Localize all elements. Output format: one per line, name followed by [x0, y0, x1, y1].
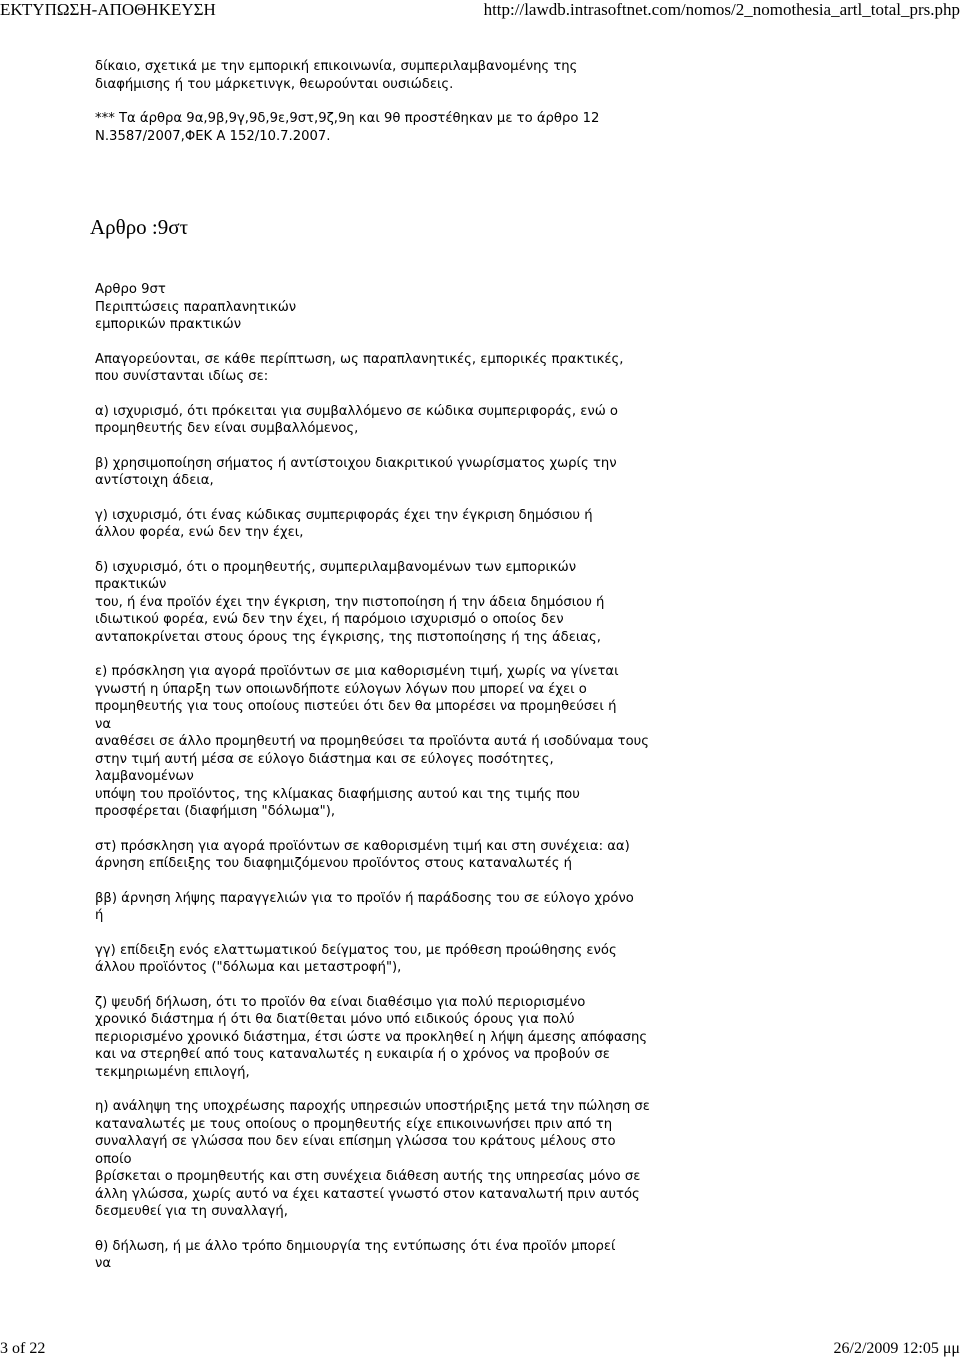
- print-datetime: 26/2/2009 12:05 μμ: [833, 1340, 960, 1357]
- article-item-st: στ) πρόσκληση για αγορά προϊόντων σε καθορισμένη τιμή και στη συνέχεια: αα) άρνηση επίδειξης του διαφημιζόμενου προϊόντος στους καταναλωτές ή: [95, 838, 630, 871]
- article-item-gg: γγ) επίδειξη ενός ελαττωματικού δείγματος του, με πρόθεση προώθησης ενός άλλου προϊόντος ("δόλωμα και μεταστροφή"),: [95, 942, 617, 975]
- article-item-d: δ) ισχυρισμό, ότι ο προμηθευτής, συμπεριλαμβανομένων των εμπορικών πρακτικών του, ή ένα προϊόν έχει την έγκριση, την πιστοποίηση ή την άδεια δημόσιου ή ιδιωτικού φορέα, ενώ δεν την έχει, ή παρόμοιο ισχυρισμό ο οποίος δεν ανταποκρίνεται στους όρους της έγκρισης, της πιστοποίησης ή της άδειας,: [95, 559, 605, 645]
- print-header-url: http://lawdb.intrasoftnet.com/nomos/2_nomothesia_artl_total_prs.php: [483, 0, 960, 19]
- page-counter: 3 of 22: [0, 1340, 46, 1357]
- article-item-z: ζ) ψευδή δήλωση, ότι το προϊόν θα είναι διαθέσιμο για πολύ περιορισμένο χρονικό διάστημα ή ότι θα διατίθεται μόνο υπό ειδικούς όρους για πολύ περιορισμένο χρονικό διάστημα, έτσι ώστε να προκληθεί η λήψη άμεσης απόφασης και να στερηθεί από τους καταναλωτές η ευκαιρία ή ο χρόνος να προβούν σε τεκμηριωμένη επιλογή,: [95, 994, 648, 1080]
- article-item-a: α) ισχυρισμό, ότι πρόκειται για συμβαλλόμενο σε κώδικα συμπεριφοράς, ενώ ο προμηθευτής δεν είναι συμβαλλόμενος,: [95, 403, 618, 436]
- intro-paragraph: δίκαιο, σχετικά με την εμπορική επικοινωνία, συμπεριλαμβανομένης της διαφήμισης ή του μάρκετινγκ, θεωρούνται ουσιώδεις.: [95, 59, 578, 92]
- article-item-i: η) ανάληψη της υποχρέωσης παροχής υπηρεσιών υποστήριξης μετά την πώληση σε καταναλωτές με τους οποίους ο προμηθευτής είχε επικοινωνήσει πριν από τη συναλλαγή σε γλώσσα που δεν είναι επίσημη γλώσσα του κράτους μέλους στο οποίο βρίσκεται ο προμηθευτής και στη συνέχεια διάθεση αυτής της υπηρεσίας μόνο σε άλλη γλώσσα, χωρίς αυτό να έχει καταστεί γνωστό στον καταναλωτή πριν αυτός δεσμευθεί για τη συναλλαγή,: [95, 1099, 650, 1219]
- article-item-e: ε) πρόσκληση για αγορά προϊόντων σε μια καθορισμένη τιμή, χωρίς να γίνεται γνωστή η ύπαρξη των οποιωνδήποτε εύλογων λόγων που μπορεί να έχει ο προμηθευτής για τους οποίους πιστεύει ότι δεν θα μπορέσει να προμηθεύσει ή να αναθέσει σε άλλο προμηθευτή να προμηθεύσει τα προϊόντα αυτά ή ισοδύναμα τους στην τιμή αυτή μέσα σε εύλογο διάστημα και σε εύλογες ποσότητες, λαμβανομένων υπόψη του προϊόντος, της κλίμακας διαφήμισης αυτού και της τιμής που προσφέρεται (διαφήμιση "δόλωμα"),: [95, 664, 650, 819]
- article-item-th: θ) δήλωση, ή με άλλο τρόπο δημιουργία της εντύπωσης ότι ένα προϊόν μπορεί να: [95, 1238, 616, 1271]
- article-item-bb: ββ) άρνηση λήψης παραγγελιών για το προϊόν ή παράδοσης του σε εύλογο χρόνο ή: [95, 890, 634, 923]
- article-item-b: β) χρησιμοποίηση σήματος ή αντίστοιχου διακριτικού γνωρίσματος χωρίς την αντίστοιχη άδεια,: [95, 455, 617, 488]
- print-header-label: ΕΚΤΥΠΩΣΗ-ΑΠΟΘΗΚΕΥΣΗ: [0, 0, 216, 19]
- amendment-note: *** Τα άρθρα 9α,9β,9γ,9δ,9ε,9στ,9ζ,9η και 9θ προστέθηκαν με το άρθρο 12 Ν.3587/2007,ΦΕΚ Α 152/10.7.2007.: [95, 111, 600, 144]
- article-title: Αρθρο :9στ: [90, 215, 189, 239]
- article-heading: Αρθρο 9στ Περιπτώσεις παραπλανητικών εμπορικών πρακτικών: [95, 282, 297, 332]
- article-lead: Απαγορεύονται, σε κάθε περίπτωση, ως παραπλανητικές, εμπορικές πρακτικές, που συνίστανται ιδίως σε:: [95, 351, 624, 384]
- article-item-c: γ) ισχυρισμό, ότι ένας κώδικας συμπεριφοράς έχει την έγκριση δημόσιου ή άλλου φορέα, ενώ δεν την έχει,: [95, 507, 593, 540]
- document-body: [95, 58, 715, 1273]
